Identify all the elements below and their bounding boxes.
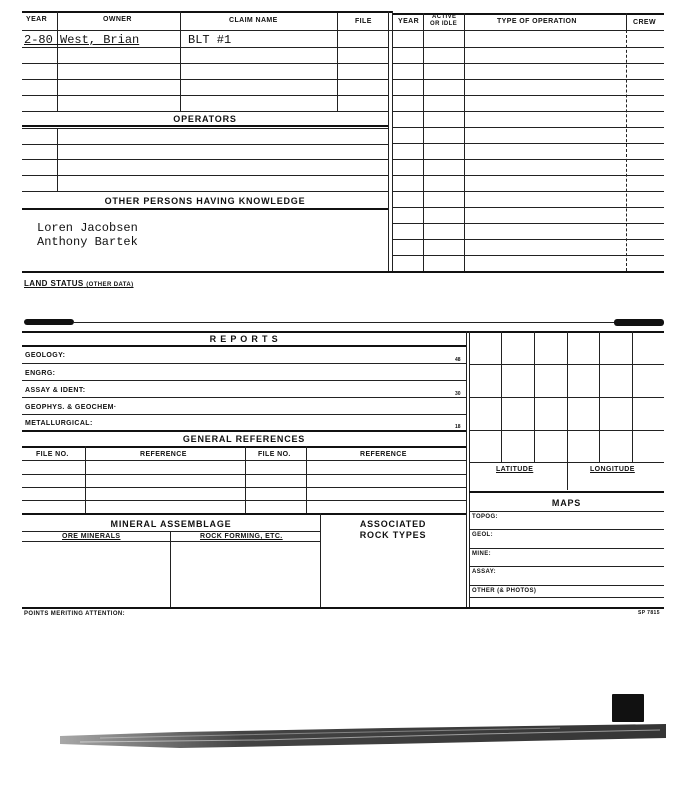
row-line	[392, 239, 664, 240]
metallurgical-label: METALLURGICAL:	[25, 420, 93, 427]
col-divider	[626, 30, 627, 271]
row-line	[22, 191, 388, 192]
row-line	[469, 511, 664, 512]
row-line	[392, 143, 664, 144]
form-number-small: 48	[455, 357, 461, 363]
col-divider	[464, 13, 465, 30]
row-line	[22, 95, 388, 96]
land-status-title	[24, 279, 134, 288]
col-divider	[180, 11, 181, 30]
row-line	[22, 397, 466, 398]
col-divider	[180, 30, 181, 112]
row-line	[22, 500, 466, 501]
row-line	[22, 363, 466, 364]
row-line	[392, 47, 664, 48]
geol-label: GEOL:	[472, 532, 493, 538]
reports-title: R E P O R T S	[209, 334, 279, 344]
rock-types-label: ROCK TYPES	[359, 530, 427, 540]
row-line	[22, 345, 466, 347]
row-line	[469, 548, 664, 549]
row-line	[22, 430, 466, 432]
col-divider	[337, 30, 338, 112]
file-no-header: FILE NO.	[258, 451, 291, 458]
section-bottom-border	[22, 607, 664, 609]
row-line	[22, 111, 388, 112]
person-name: Anthony Bartek	[37, 235, 138, 249]
active-header: ACTIVE	[432, 14, 457, 20]
geology-label: GEOLOGY:	[25, 352, 66, 359]
row-line	[22, 513, 466, 515]
col-divider	[567, 462, 568, 490]
row-line	[22, 63, 388, 64]
other-photos-label: OTHER (& PHOTOS)	[472, 588, 537, 594]
col-divider	[306, 446, 307, 513]
row-line	[22, 208, 388, 210]
row-line	[22, 531, 320, 532]
file-header: FILE	[355, 18, 372, 25]
latitude-label: LATITUDE	[496, 466, 534, 473]
col-divider	[464, 30, 465, 271]
row-line	[392, 127, 664, 128]
row-line	[469, 566, 664, 567]
row-line	[22, 446, 466, 448]
col-divider	[626, 13, 627, 30]
year2-header: YEAR	[398, 18, 420, 25]
row-line	[469, 597, 664, 598]
row-line	[22, 79, 388, 80]
col-divider	[423, 13, 424, 30]
row-line	[22, 414, 466, 415]
reference-header: REFERENCE	[140, 451, 187, 458]
row-line	[22, 460, 466, 461]
row-line	[22, 541, 320, 542]
ore-minerals-header: ORE MINERALS	[62, 533, 121, 540]
year-owner-entry: 2-80 West, Brian	[24, 33, 140, 47]
row-line	[392, 207, 664, 208]
row-line	[392, 255, 664, 256]
row-line	[22, 144, 388, 145]
associated-rock-types-title	[320, 519, 466, 541]
row-line	[22, 175, 388, 176]
col-divider	[337, 13, 338, 30]
mine-label: MINE:	[472, 551, 491, 557]
row-line	[392, 95, 664, 96]
owner-header: OWNER	[103, 16, 132, 23]
form-number-small: 18	[455, 424, 461, 430]
redaction-mark	[614, 319, 664, 326]
operators-title: OPERATORS	[173, 114, 237, 124]
claim-name-entry: BLT #1	[188, 33, 232, 47]
row-line	[22, 159, 388, 160]
land-status-sub: (OTHER DATA)	[86, 282, 134, 288]
other-persons-title: OTHER PERSONS HAVING KNOWLEDGE	[104, 196, 306, 206]
assay-ident-label: ASSAY & IDENT:	[25, 387, 86, 394]
maps-title: MAPS	[551, 498, 582, 508]
col-divider	[57, 128, 58, 192]
row-line	[392, 191, 664, 192]
row-line	[469, 585, 664, 586]
scan-streak	[60, 718, 666, 752]
claim-name-header: CLAIM NAME	[229, 17, 278, 24]
assay-label: ASSAY:	[472, 569, 497, 575]
row-line	[392, 79, 664, 80]
row-line	[22, 128, 388, 129]
col-divider	[85, 446, 86, 513]
section-bottom-border	[22, 271, 664, 273]
col-divider	[423, 30, 424, 271]
associated-label: ASSOCIATED	[359, 519, 427, 529]
reference-header: REFERENCE	[360, 451, 407, 458]
form-number-small: 30	[455, 391, 461, 397]
or-idle-header: OR IDLE	[430, 21, 458, 27]
divider-line	[74, 322, 614, 323]
col-divider	[466, 331, 467, 607]
row-line	[22, 380, 466, 381]
rock-forming-header: ROCK FORMING, ETC.	[200, 533, 283, 540]
block-divider	[392, 11, 393, 271]
header-underline-right	[392, 30, 664, 31]
type-of-operation-header: TYPE OF OPERATION	[497, 18, 577, 25]
geophys-geochem-label: GEOPHYS. & GEOCHEM·	[25, 404, 117, 411]
land-status-label: LAND STATUS	[24, 279, 84, 288]
person-name: Loren Jacobsen	[37, 221, 138, 235]
points-meriting-attention-label: POINTS MERITING ATTENTION:	[24, 611, 126, 617]
row-line	[392, 63, 664, 64]
row-line	[469, 491, 664, 493]
year-header: YEAR	[26, 16, 48, 23]
row-line	[392, 111, 664, 112]
col-divider	[57, 11, 58, 30]
form-number: SP 7815	[638, 610, 660, 616]
crew-header: CREW	[633, 19, 656, 26]
row-line	[469, 529, 664, 530]
mineral-assemblage-title: MINERAL ASSEMBLAGE	[110, 519, 232, 529]
row-line	[392, 175, 664, 176]
file-no-header: FILE NO.	[36, 451, 69, 458]
longitude-label: LONGITUDE	[590, 466, 635, 473]
topog-label: TOPOG:	[472, 514, 498, 520]
row-line	[22, 125, 388, 127]
col-divider	[245, 446, 246, 513]
general-references-title: GENERAL REFERENCES	[182, 434, 306, 444]
row-line	[392, 223, 664, 224]
col-divider	[170, 531, 171, 607]
block-divider	[388, 11, 389, 271]
row-line	[392, 159, 664, 160]
redaction-mark	[24, 319, 74, 325]
row-line	[22, 487, 466, 488]
row-line	[22, 47, 388, 48]
row-line	[22, 474, 466, 475]
engrg-label: ENGRG:	[25, 370, 56, 377]
